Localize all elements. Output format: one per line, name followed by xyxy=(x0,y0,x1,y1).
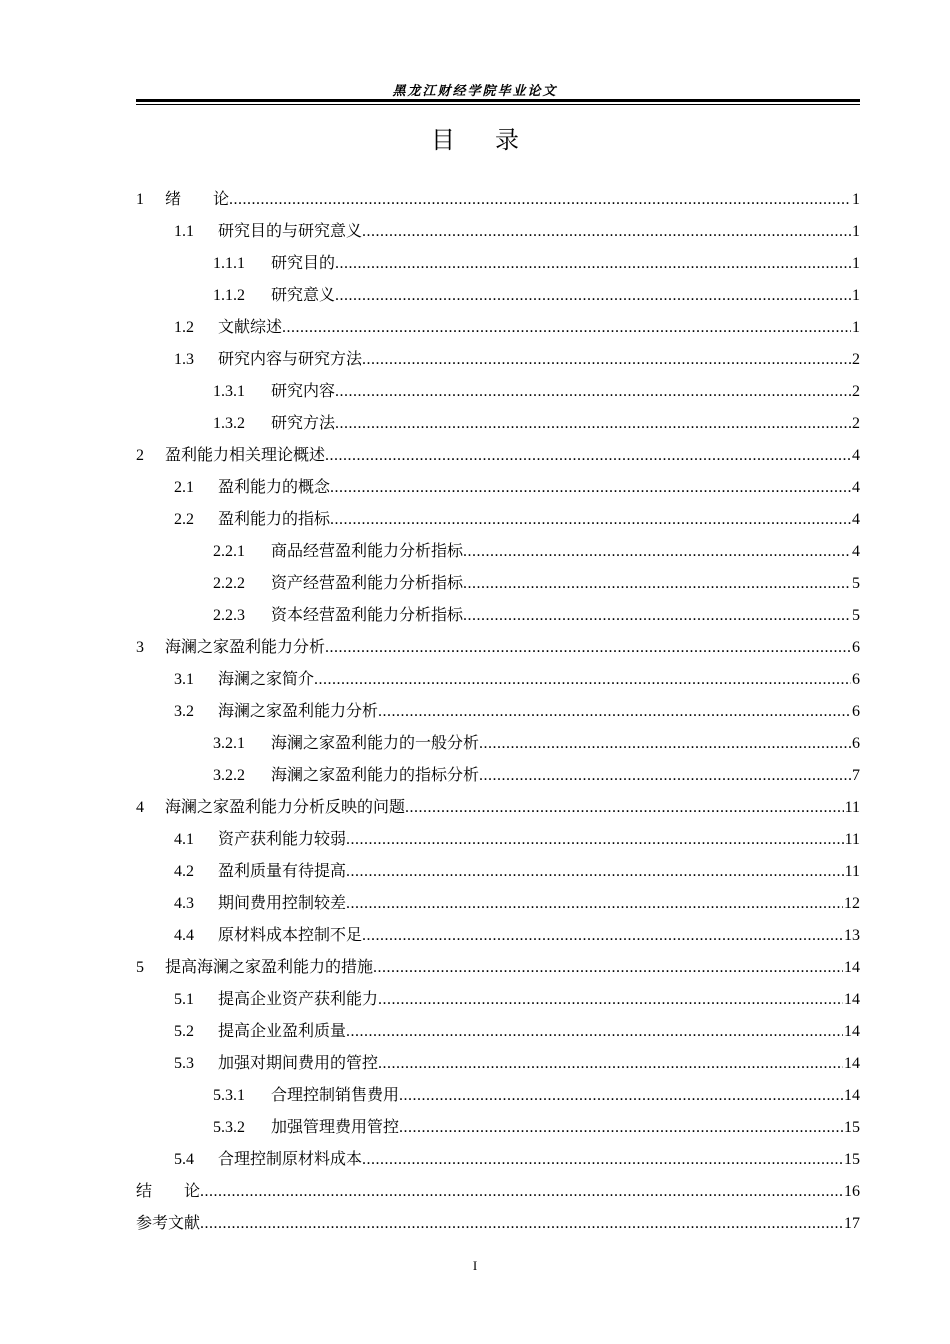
toc-entry-title: 商品经营盈利能力分析指标 xyxy=(271,543,464,560)
toc-entry-number: 5.2 xyxy=(174,1023,194,1040)
toc-entry-number: 1.3.1 xyxy=(213,383,245,400)
toc-dot-leader xyxy=(463,574,851,594)
toc-dot-leader xyxy=(362,222,851,242)
toc-entry-number: 2.1 xyxy=(174,479,194,496)
toc-entry[interactable] xyxy=(136,274,860,306)
toc-entry-number: 1 xyxy=(136,191,144,208)
toc-entry[interactable] xyxy=(136,722,860,754)
toc-entry-title: 研究内容 xyxy=(271,383,336,400)
toc-entry[interactable] xyxy=(136,626,860,658)
toc-entry-number: 4.3 xyxy=(174,895,194,912)
toc-entry-title: 提高海澜之家盈利能力的措施 xyxy=(165,959,374,976)
toc-entry-title: 海澜之家盈利能力的指标分析 xyxy=(271,767,480,784)
toc-entry-title: 海澜之家盈利能力分析反映的问题 xyxy=(165,799,406,816)
toc-entry-title: 提高企业资产获利能力 xyxy=(218,991,379,1008)
toc-entry-number: 3.2 xyxy=(174,703,194,720)
toc-entry-title: 研究方法 xyxy=(271,415,336,432)
header-rule-thin xyxy=(136,104,860,105)
toc-entry-page: 4 xyxy=(852,543,860,560)
toc-entry[interactable] xyxy=(136,818,860,850)
toc-dot-leader xyxy=(314,670,851,690)
toc-entry-title: 加强管理费用管控 xyxy=(271,1119,400,1136)
toc-entry-page: 15 xyxy=(844,1119,860,1136)
toc-entry-title: 加强对期间费用的管控 xyxy=(218,1055,379,1072)
toc-dot-leader xyxy=(330,510,851,530)
toc-entry-number: 1.1 xyxy=(174,223,194,240)
toc-dot-leader xyxy=(362,1150,843,1170)
toc-entry-number: 2.2 xyxy=(174,511,194,528)
toc-entry-number: 1.3 xyxy=(174,351,194,368)
toc-dot-leader xyxy=(399,1086,843,1106)
toc-entry[interactable] xyxy=(136,1010,860,1042)
toc-dot-leader xyxy=(378,990,843,1010)
toc-entry-number: 4.4 xyxy=(174,927,194,944)
toc-entry[interactable] xyxy=(136,1138,860,1170)
toc-entry-title: 资产经营盈利能力分析指标 xyxy=(271,575,464,592)
toc-dot-leader xyxy=(378,1054,843,1074)
toc-entry[interactable] xyxy=(136,466,860,498)
toc-entry-page: 2 xyxy=(852,415,860,432)
toc-entry-page: 1 xyxy=(852,319,860,336)
toc-dot-leader xyxy=(463,606,851,626)
toc-entry[interactable] xyxy=(136,498,860,530)
toc-entry-page: 1 xyxy=(852,223,860,240)
toc-entry-title: 结 论 xyxy=(136,1183,201,1200)
toc-title: 目录 xyxy=(431,126,559,154)
toc-dot-leader xyxy=(346,1022,843,1042)
toc-entry[interactable] xyxy=(136,210,860,242)
toc-entry[interactable] xyxy=(136,338,860,370)
header-rule-thick xyxy=(136,99,860,102)
toc-entry-title: 资产获利能力较弱 xyxy=(218,831,347,848)
toc-entry[interactable] xyxy=(136,1202,860,1234)
toc-entry[interactable] xyxy=(136,306,860,338)
toc-entry[interactable] xyxy=(136,242,860,274)
toc-dot-leader xyxy=(362,350,851,370)
toc-entry-page: 14 xyxy=(844,991,860,1008)
toc-entry-number: 5.4 xyxy=(174,1151,194,1168)
toc-entry[interactable] xyxy=(136,402,860,434)
toc-dot-leader xyxy=(325,638,851,658)
toc-entry[interactable] xyxy=(136,754,860,786)
toc-entry-number: 3.1 xyxy=(174,671,194,688)
toc-entry[interactable] xyxy=(136,786,860,818)
toc-entry[interactable] xyxy=(136,370,860,402)
toc-entry-title: 海澜之家盈利能力分析 xyxy=(218,703,379,720)
toc-dot-leader xyxy=(362,926,843,946)
running-header-title: 黑龙江财经学院毕业论文 xyxy=(392,84,558,99)
toc-entry-page: 14 xyxy=(844,1087,860,1104)
toc-entry-page: 15 xyxy=(844,1151,860,1168)
toc-dot-leader xyxy=(378,702,851,722)
toc-dot-leader xyxy=(335,286,851,306)
toc-dot-leader xyxy=(200,1182,843,1202)
toc-entry-title: 参考文献 xyxy=(136,1215,201,1232)
toc-dot-leader xyxy=(325,446,851,466)
toc-entry-title: 海澜之家盈利能力的一般分析 xyxy=(271,735,480,752)
toc-entry-page: 11 xyxy=(844,831,860,848)
toc-entry-number: 2.2.2 xyxy=(213,575,245,592)
toc-entry-number: 1.1.1 xyxy=(213,255,245,272)
toc-dot-leader xyxy=(335,254,851,274)
toc-entry-page: 7 xyxy=(852,767,860,784)
toc-entry-number: 5.3 xyxy=(174,1055,194,1072)
footer-page-number: I xyxy=(472,1258,478,1273)
toc-entry-title: 资本经营盈利能力分析指标 xyxy=(271,607,464,624)
toc-entry[interactable] xyxy=(136,178,860,210)
toc-dot-leader xyxy=(330,478,851,498)
toc-entry[interactable] xyxy=(136,594,860,626)
toc-entry[interactable] xyxy=(136,562,860,594)
toc-entry-title: 期间费用控制较差 xyxy=(218,895,347,912)
toc-entry-number: 4 xyxy=(136,799,144,816)
toc-dot-leader xyxy=(200,1214,843,1234)
toc-entry-page: 6 xyxy=(852,703,860,720)
toc-dot-leader xyxy=(479,734,851,754)
toc-entry-number: 5.3.1 xyxy=(213,1087,245,1104)
toc-entry-page: 1 xyxy=(852,287,860,304)
toc-entry[interactable] xyxy=(136,1042,860,1074)
toc-dot-leader xyxy=(282,318,851,338)
toc-entry-page: 4 xyxy=(852,511,860,528)
toc-dot-leader xyxy=(229,190,851,210)
toc-entry-title: 盈利能力的概念 xyxy=(218,479,331,496)
toc-entry[interactable] xyxy=(136,690,860,722)
toc-entry-title: 提高企业盈利质量 xyxy=(218,1023,347,1040)
toc-entry-page: 1 xyxy=(852,191,860,208)
toc-entry-page: 5 xyxy=(852,607,860,624)
toc-entry[interactable] xyxy=(136,1106,860,1138)
toc-dot-leader xyxy=(346,894,843,914)
toc-entry-number: 1.3.2 xyxy=(213,415,245,432)
toc-dot-leader xyxy=(479,766,851,786)
toc-entry[interactable] xyxy=(136,850,860,882)
toc-entry-page: 5 xyxy=(852,575,860,592)
toc-entry-page: 14 xyxy=(844,1055,860,1072)
toc-entry-title: 原材料成本控制不足 xyxy=(218,927,363,944)
toc-dot-leader xyxy=(346,862,844,882)
toc-entry[interactable] xyxy=(136,658,860,690)
toc-entry-page: 16 xyxy=(844,1183,860,1200)
toc-entry-page: 6 xyxy=(852,671,860,688)
toc-entry-page: 2 xyxy=(852,383,860,400)
toc-dot-leader xyxy=(463,542,851,562)
toc-entry-title: 绪 论 xyxy=(165,191,230,208)
toc-entry-title: 盈利能力的指标 xyxy=(218,511,331,528)
toc-entry-number: 4.2 xyxy=(174,863,194,880)
toc-entry-number: 5.3.2 xyxy=(213,1119,245,1136)
toc-entry-page: 2 xyxy=(852,351,860,368)
toc-entry-title: 合理控制销售费用 xyxy=(271,1087,400,1104)
toc-entry-number: 5 xyxy=(136,959,144,976)
toc-entry-title: 海澜之家盈利能力分析 xyxy=(165,639,326,656)
toc-dot-leader xyxy=(373,958,843,978)
toc-entry-page: 14 xyxy=(844,959,860,976)
toc-entry-number: 3.2.2 xyxy=(213,767,245,784)
toc-entry-title: 盈利能力相关理论概述 xyxy=(165,447,326,464)
toc-entry-number: 2.2.3 xyxy=(213,607,245,624)
toc-dot-leader xyxy=(405,798,844,818)
toc-entry-page: 6 xyxy=(852,639,860,656)
toc-entry-title: 文献综述 xyxy=(218,319,283,336)
toc-entry[interactable] xyxy=(136,1170,860,1202)
toc-entry-title: 盈利质量有待提高 xyxy=(218,863,347,880)
toc-entry-page: 13 xyxy=(844,927,860,944)
toc-entry-page: 17 xyxy=(844,1215,860,1232)
toc-entry-title: 海澜之家简介 xyxy=(218,671,315,688)
toc-entry[interactable] xyxy=(136,530,860,562)
toc-entry-page: 4 xyxy=(852,447,860,464)
toc-entry[interactable] xyxy=(136,914,860,946)
toc-entry-page: 11 xyxy=(844,863,860,880)
toc-entry-number: 3.2.1 xyxy=(213,735,245,752)
toc-entry-number: 3 xyxy=(136,639,144,656)
toc-entry-title: 合理控制原材料成本 xyxy=(218,1151,363,1168)
toc-entry-page: 1 xyxy=(852,255,860,272)
toc-entry-page: 14 xyxy=(844,1023,860,1040)
toc-dot-leader xyxy=(335,382,851,402)
toc-entry-number: 4.1 xyxy=(174,831,194,848)
toc-entry-page: 4 xyxy=(852,479,860,496)
toc-entry-number: 5.1 xyxy=(174,991,194,1008)
toc-entry[interactable] xyxy=(136,978,860,1010)
table-of-contents xyxy=(136,178,860,1234)
toc-entry-page: 12 xyxy=(844,895,860,912)
toc-dot-leader xyxy=(335,414,851,434)
toc-entry[interactable] xyxy=(136,434,860,466)
toc-dot-leader xyxy=(399,1118,843,1138)
toc-entry-title: 研究目的与研究意义 xyxy=(218,223,363,240)
toc-entry-title: 研究目的 xyxy=(271,255,336,272)
toc-entry-number: 2.2.1 xyxy=(213,543,245,560)
toc-entry[interactable] xyxy=(136,946,860,978)
toc-entry[interactable] xyxy=(136,1074,860,1106)
toc-entry-page: 11 xyxy=(844,799,860,816)
toc-dot-leader xyxy=(346,830,844,850)
toc-entry-title: 研究意义 xyxy=(271,287,336,304)
toc-entry[interactable] xyxy=(136,882,860,914)
toc-entry-title: 研究内容与研究方法 xyxy=(218,351,363,368)
toc-entry-number: 2 xyxy=(136,447,144,464)
toc-entry-page: 6 xyxy=(852,735,860,752)
toc-entry-number: 1.2 xyxy=(174,319,194,336)
toc-entry-number: 1.1.2 xyxy=(213,287,245,304)
